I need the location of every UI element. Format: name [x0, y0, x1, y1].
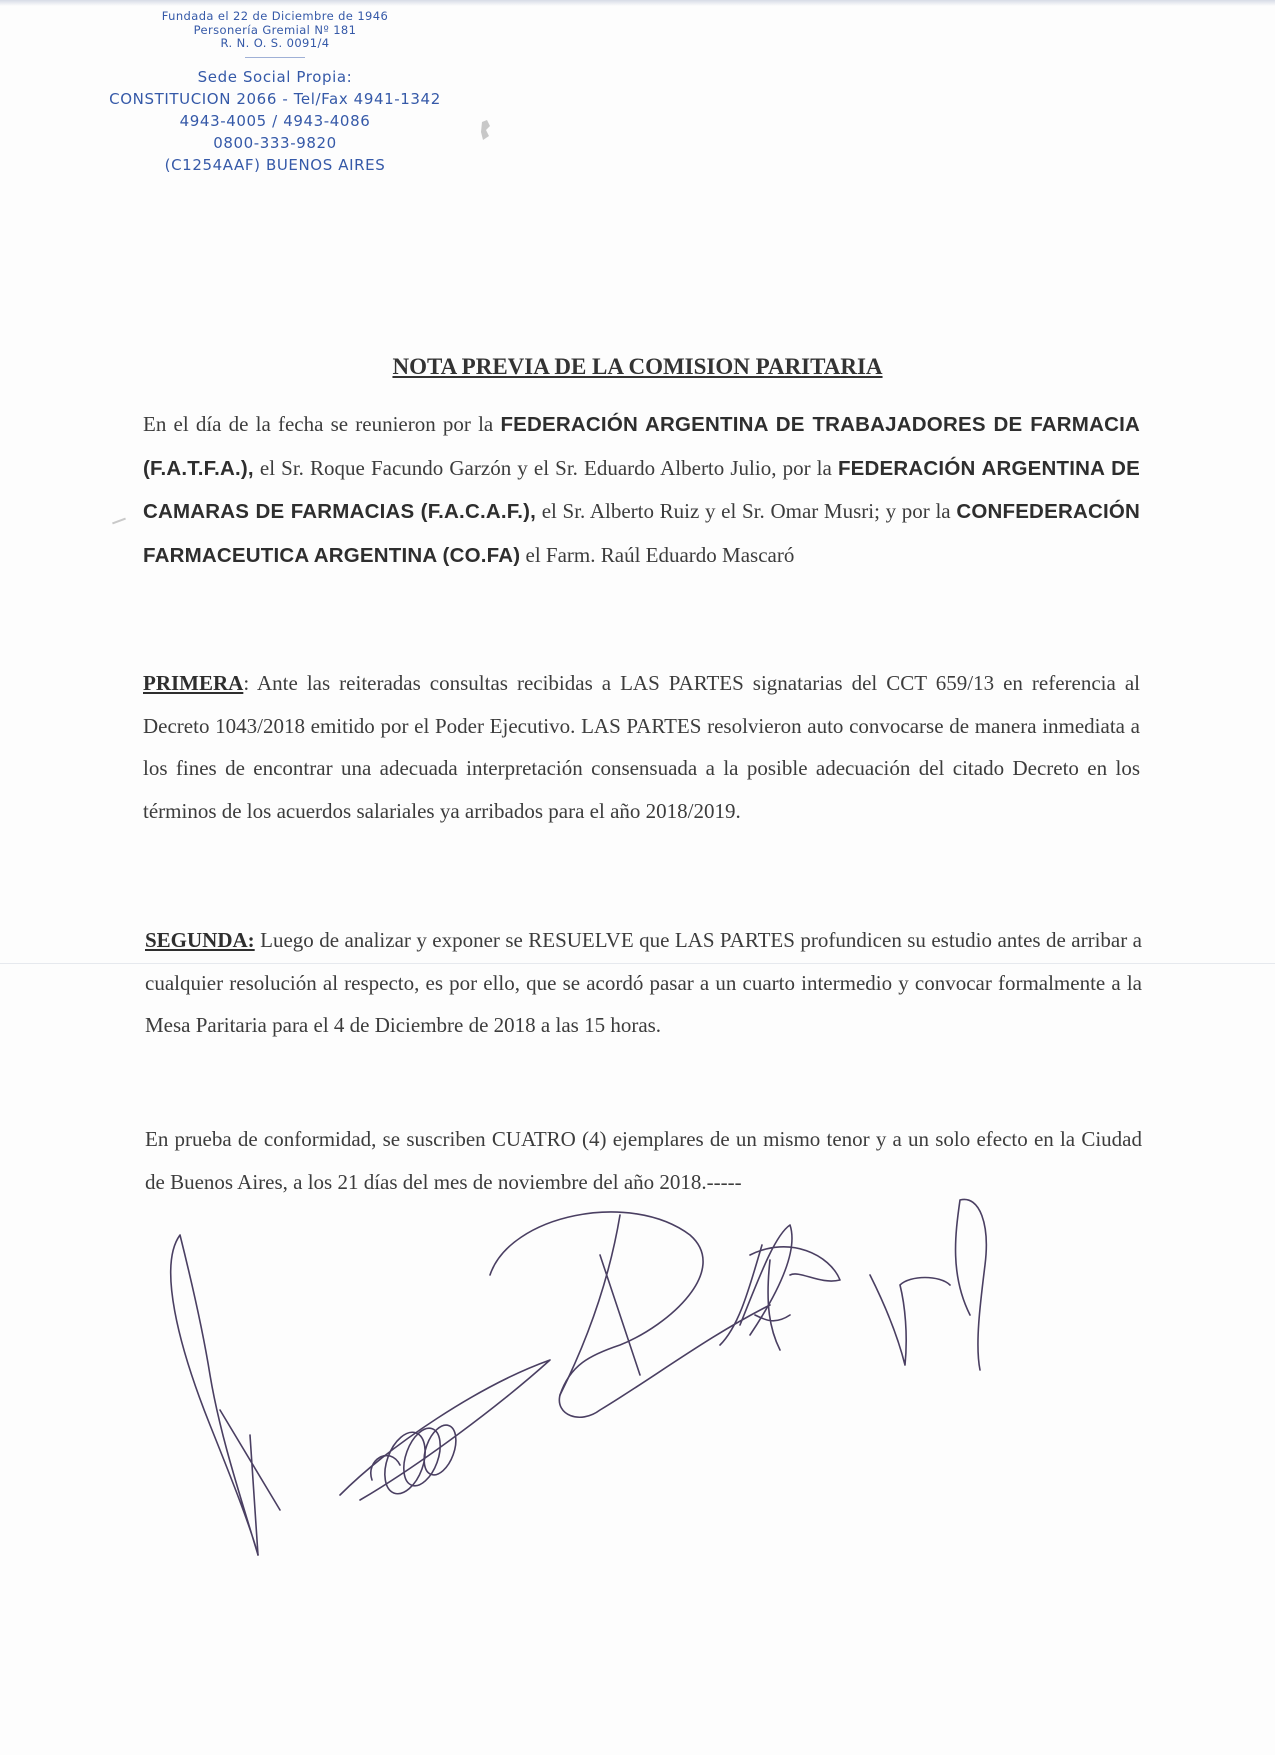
clause-segunda-label: SEGUNDA:	[145, 928, 255, 952]
document-title: NOTA PREVIA DE LA COMISION PARITARIA	[392, 354, 883, 379]
signature-5	[870, 1199, 986, 1370]
intro-text-1: En el día de la fecha se reunieron por la	[143, 412, 501, 436]
letterhead-personeria: Personería Gremial Nº 181	[193, 22, 357, 37]
margin-mark	[112, 518, 126, 525]
letterhead-sede: Sede Social Propia:	[197, 67, 353, 86]
letterhead-address: CONSTITUCION 2066 - Tel/Fax 4941-1342	[109, 89, 441, 108]
letterhead-phones: 4943-4005 / 4943-4086	[179, 111, 371, 130]
scan-speck	[478, 118, 494, 142]
closing-paragraph: En prueba de conformidad, se suscriben CUATRO (4) ejemplares de un mismo tenor y a un solo efecto en la Ciudad de Buenos Aires, a los 21 días del mes de noviembre del año 2018.-----	[145, 1127, 1142, 1194]
letterhead-rnos: R. N. O. S. 0091/4	[220, 36, 330, 50]
letterhead	[90, 10, 460, 176]
org-cofa: CONFEDERACIÓN FARMACEUTICA ARGENTINA (CO.FA)	[143, 500, 1140, 567]
org-facaf: FEDERACIÓN ARGENTINA DE CAMARAS DE FARMACIAS (F.A.C.A.F.),	[143, 456, 1140, 523]
signatures-area	[150, 1195, 1130, 1615]
clause-primera	[143, 662, 1140, 832]
intro-text-2: el Sr. Roque Facundo Garzón y el Sr. Eduardo Alberto Julio, por la	[253, 455, 838, 480]
top-edge-rule	[0, 0, 1275, 6]
signature-1	[171, 1235, 280, 1555]
letterhead-divider	[245, 57, 305, 58]
signature-2	[340, 1360, 550, 1500]
clause-segunda-text: Luego de analizar y exponer se RESUELVE que LAS PARTES profundicen su estudio antes de arribar a cualquier resolución al respecto, es por ello, que se acordó pasar a un cuarto intermedio y convocar formalmente a la Mesa Paritaria para el 4 de Diciembre de 2018 a las 15 horas.	[145, 928, 1142, 1037]
intro-text-3: el Sr. Alberto Ruiz y el Sr. Omar Musri; y por la	[536, 499, 957, 523]
signature-4	[720, 1225, 840, 1350]
intro-text-4: el Farm. Raúl Eduardo Mascaró	[520, 542, 795, 567]
intro-paragraph	[143, 403, 1140, 577]
letterhead-tollfree: 0800-333-9820	[213, 133, 337, 152]
clause-segunda	[145, 919, 1142, 1047]
clause-primera-text: : Ante las reiteradas consultas recibidas a LAS PARTES signatarias del CCT 659/13 en referencia al Decreto 1043/2018 emitido por el Poder Ejecutivo. LAS PARTES resolvieron auto convocarse de manera inmediata a los fines de encontrar una adecuada interpretación consensuada a la posible adecuación del citado Decreto en los términos de los acuerdos salariales ya arribados para el año 2018/2019.	[143, 671, 1140, 823]
signature-3	[490, 1212, 770, 1417]
org-fatfa: FEDERACIÓN ARGENTINA DE TRABAJADORES DE FARMACIA (F.A.T.F.A.),	[143, 413, 1140, 480]
letterhead-founded: Fundada el 22 de Diciembre de 1946	[161, 9, 389, 23]
clause-primera-label: PRIMERA	[143, 671, 244, 695]
letterhead-city: (C1254AAF) BUENOS AIRES	[164, 155, 386, 174]
